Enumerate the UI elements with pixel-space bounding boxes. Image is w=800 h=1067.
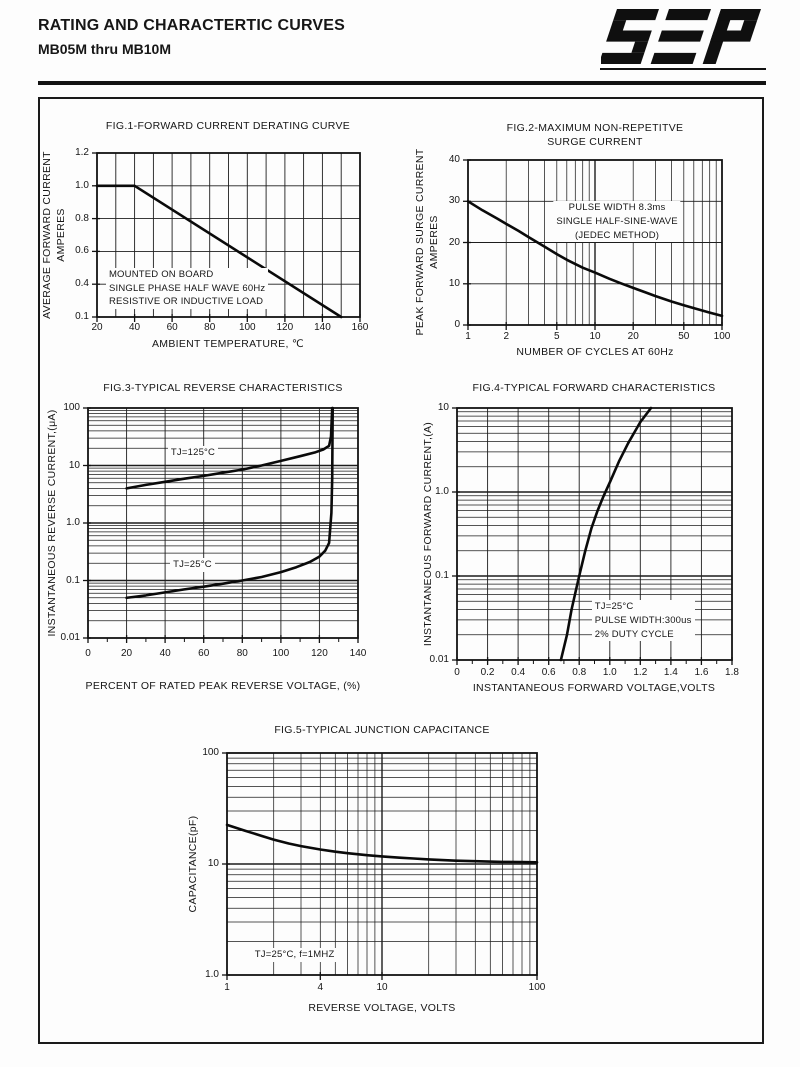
fig2-subtitle: SURGE CURRENT (547, 136, 643, 148)
fig4-x-axis-label: INSTANTANEOUS FORWARD VOLTAGE,VOLTS (472, 682, 716, 694)
fig2-x-axis-label: NUMBER OF CYCLES AT 60Hz (516, 346, 674, 358)
fig1-title: FIG.1-FORWARD CURRENT DERATING CURVE (105, 120, 351, 132)
x-tick-label: 0.6 (541, 667, 556, 678)
chart-annotation: TJ=25°C (170, 558, 215, 572)
y-tick-label: 30 (448, 195, 460, 207)
y-tick-label: 0.1 (75, 311, 89, 322)
x-tick-label: 100 (238, 322, 256, 333)
header-rule (38, 81, 766, 85)
x-tick-label: 10 (376, 982, 388, 993)
x-tick-label: 1 (224, 982, 230, 993)
chart-annotation: TJ=25°C, f=1MHZ (252, 948, 338, 962)
y-tick-label: 0.1 (66, 574, 80, 586)
y-tick-label: 1.2 (75, 147, 89, 158)
x-tick-label: 40 (129, 322, 141, 333)
x-tick-label: 140 (349, 648, 367, 659)
fig5-x-axis-label: REVERSE VOLTAGE, VOLTS (308, 1002, 456, 1014)
x-tick-label: 1.2 (633, 667, 648, 678)
x-tick-label: 40 (159, 648, 171, 659)
fig1-y-axis-label-2: AMPERES (55, 208, 67, 262)
x-tick-label: 0.4 (511, 667, 526, 678)
y-tick-label: 0.01 (429, 654, 449, 665)
x-tick-label: 1.0 (602, 667, 617, 678)
x-tick-label: 0 (454, 667, 460, 678)
y-tick-label: 20 (448, 236, 460, 248)
y-tick-label: 1.0 (66, 517, 80, 528)
y-tick-label: 10 (207, 858, 219, 869)
fig2-y-axis-label: PEAK FORWARD SURGE CURRENT (414, 148, 426, 336)
y-tick-label: 0.01 (60, 632, 80, 643)
x-tick-label: 100 (272, 648, 290, 659)
page-subtitle: MB05M thru MB10M (38, 41, 172, 57)
fig4-y-axis-label: INSTANTANEOUS FORWARD CURRENT,(A) (422, 421, 434, 647)
fig5-y-axis-label: CAPACITANCE(pF) (187, 815, 199, 913)
chart-annotation: PULSE WIDTH 8.3ms SINGLE HALF-SINE-WAVE (JEDEC METHOD) (553, 201, 680, 242)
fig1-x-axis-label: AMBIENT TEMPERATURE, ℃ (152, 338, 304, 350)
fig3-x-axis-label: PERCENT OF RATED PEAK REVERSE VOLTAGE, (%) (85, 680, 361, 692)
y-tick-label: 0.1 (435, 570, 449, 581)
y-tick-label: 10 (448, 277, 460, 289)
x-tick-label: 2 (503, 331, 509, 342)
x-tick-label: 4 (317, 982, 324, 993)
fig2-title: FIG.2-MAXIMUM NON-REPETITVE (506, 122, 684, 134)
chart-annotation: TJ=125°C (168, 446, 218, 460)
y-tick-label: 1.0 (435, 486, 449, 497)
x-tick-label: 50 (678, 331, 690, 342)
x-tick-label: 0 (85, 648, 91, 659)
sep-logo (601, 9, 761, 64)
x-tick-label: 60 (166, 322, 178, 333)
x-tick-label: 1.6 (694, 667, 709, 678)
y-tick-label: 0.6 (75, 245, 89, 257)
y-tick-label: 0.4 (75, 278, 89, 290)
x-tick-label: 60 (198, 648, 210, 659)
x-tick-label: 100 (713, 331, 731, 342)
y-tick-label: 10 (437, 402, 449, 413)
x-tick-label: 20 (91, 322, 103, 333)
x-tick-label: 160 (351, 322, 369, 333)
y-tick-label: 10 (68, 459, 80, 471)
x-tick-label: 1 (465, 331, 471, 342)
x-tick-label: 0.2 (480, 667, 495, 678)
x-tick-label: 5 (553, 331, 560, 342)
x-tick-label: 20 (121, 648, 133, 659)
x-tick-label: 80 (236, 648, 248, 659)
fig3-y-axis-label: INSTANTANEOUS REVERSE CURRENT,(μA) (46, 409, 58, 637)
x-tick-label: 20 (627, 331, 639, 342)
fig3-title: FIG.3-TYPICAL REVERSE CHARACTERISTICS (103, 382, 343, 394)
fig5-title: FIG.5-TYPICAL JUNCTION CAPACITANCE (274, 724, 490, 736)
chart-annotation: MOUNTED ON BOARD SINGLE PHASE HALF WAVE 60Hz RESISTIVE OR INDUCTIVE LOAD (106, 268, 268, 309)
chart-annotation: TJ=25°C PULSE WIDTH:300us 2% DUTY CYCLE (592, 600, 695, 641)
page-title: RATING AND CHARACTERTIC CURVES (38, 17, 346, 34)
y-tick-label: 1.0 (205, 969, 219, 980)
x-tick-label: 100 (528, 982, 546, 993)
y-tick-label: 100 (202, 747, 219, 758)
x-tick-label: 1.4 (663, 667, 678, 678)
logo-underline (600, 68, 766, 70)
y-tick-label: 0.8 (75, 212, 89, 224)
fig2-y-axis-label-2: AMPERES (428, 215, 440, 269)
y-tick-label: 0 (454, 319, 460, 330)
x-tick-label: 120 (276, 322, 294, 333)
x-tick-label: 120 (311, 648, 328, 659)
x-tick-label: 80 (204, 322, 216, 333)
y-tick-label: 40 (448, 154, 460, 165)
fig1-y-axis-label: AVERAGE FORWARD CURRENT (41, 151, 53, 319)
y-tick-label: 100 (63, 402, 80, 413)
fig4-title: FIG.4-TYPICAL FORWARD CHARACTERISTICS (472, 382, 716, 394)
x-tick-label: 0.8 (572, 667, 587, 678)
x-tick-label: 10 (589, 331, 601, 342)
x-tick-label: 1.8 (725, 667, 739, 678)
x-tick-label: 140 (314, 322, 331, 333)
y-tick-label: 1.0 (75, 179, 89, 191)
